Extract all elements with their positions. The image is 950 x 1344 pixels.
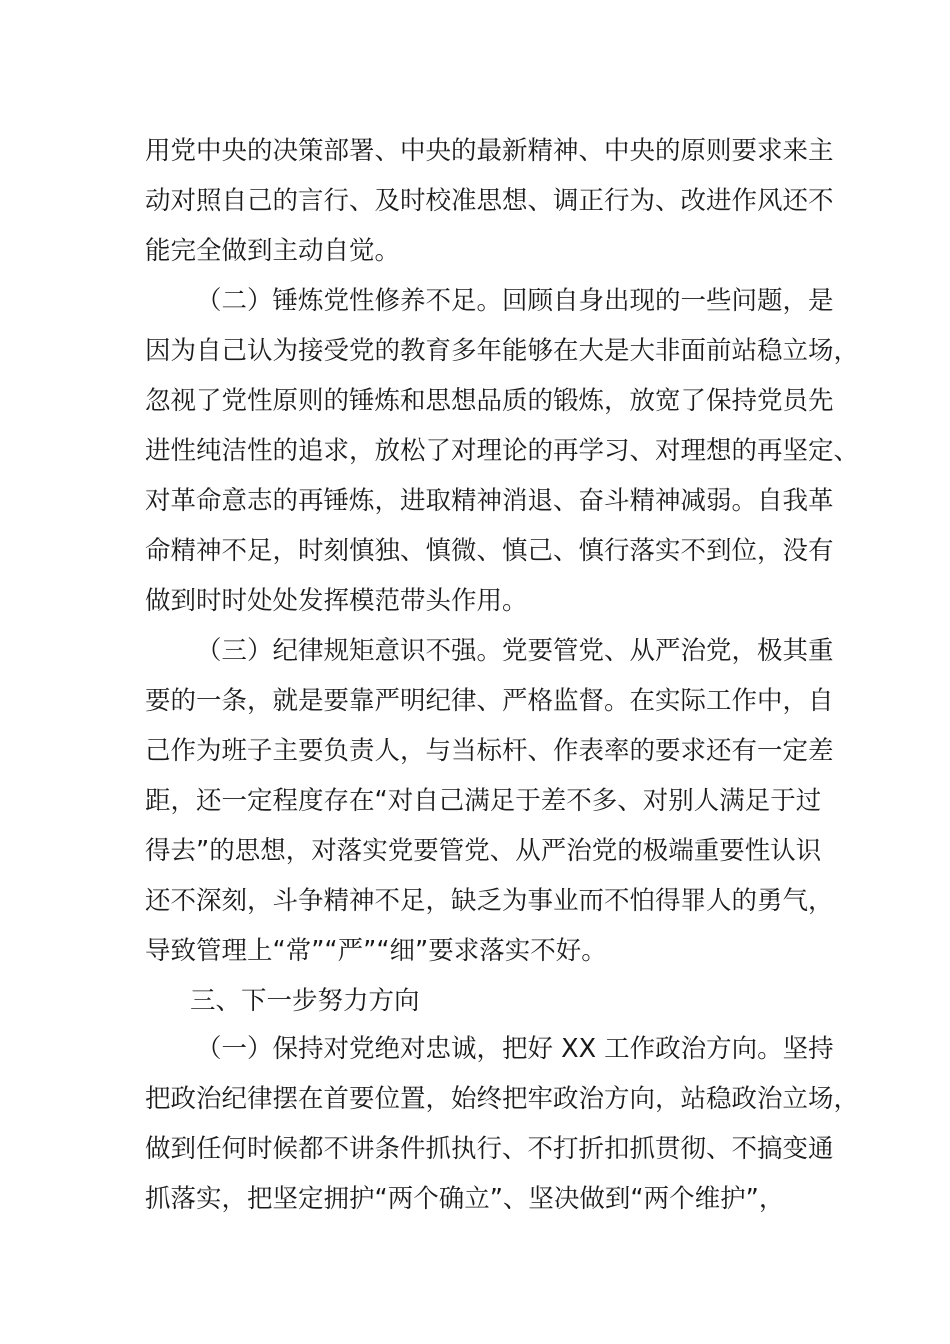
text-line: 用党中央的决策部署、中央的最新精神、中央的原则要求来主 (145, 136, 834, 166)
text-line: 己作为班子主要负责人，与当标杆、作表率的要求还有一定差 (145, 736, 834, 766)
text-line: 进性纯洁性的追求，放松了对理论的再学习、对理想的再坚定、 (145, 436, 860, 466)
text-line: 做到时时处处发挥模范带头作用。 (145, 586, 528, 616)
text-line: 距，还一定程度存在“对自己满足于差不多、对别人满足于过 (145, 786, 822, 816)
section-heading: 三、下一步努力方向 (190, 986, 420, 1016)
text-line: 命精神不足，时刻慎独、慎微、慎己、慎行落实不到位，没有 (145, 536, 834, 566)
text-line: 还不深刻，斗争精神不足，缺乏为事业而不怕得罪人的勇气， (145, 886, 834, 916)
text-line: 得去”的思想，对落实党要管党、从严治党的极端重要性认识 (145, 836, 822, 866)
paragraph-heading-2: （二）锤炼党性修养不足。回顾自身出现的一些问题，是 (196, 286, 834, 316)
paragraph-heading-1: （一）保持对党绝对忠诚，把好 XX 工作政治方向。坚持 (196, 1034, 834, 1064)
text-line: 忽视了党性原则的锤炼和思想品质的锻炼，放宽了保持党员先 (145, 386, 834, 416)
text-line: 因为自己认为接受党的教育多年能够在大是大非面前站稳立场， (145, 336, 860, 366)
text-line: 导致管理上“常”“严”“细”要求落实不好。 (145, 936, 607, 966)
text-line: 要的一条，就是要靠严明纪律、严格监督。在实际工作中，自 (145, 686, 834, 716)
text-line: 动对照自己的言行、及时校准思想、调正行为、改进作风还不 (145, 186, 834, 216)
paragraph-heading-3: （三）纪律规矩意识不强。党要管党、从严治党，极其重 (196, 636, 834, 666)
text-line: 能完全做到主动自觉。 (145, 236, 401, 266)
text-line: 做到任何时候都不讲条件抓执行、不打折扣抓贯彻、不搞变通 (145, 1134, 834, 1164)
text-line: 抓落实，把坚定拥护“两个确立”、坚决做到“两个维护”， (145, 1184, 785, 1214)
text-line: 对革命意志的再锤炼，进取精神消退、奋斗精神减弱。自我革 (145, 486, 834, 516)
text-line: 把政治纪律摆在首要位置，始终把牢政治方向，站稳政治立场， (145, 1084, 860, 1114)
